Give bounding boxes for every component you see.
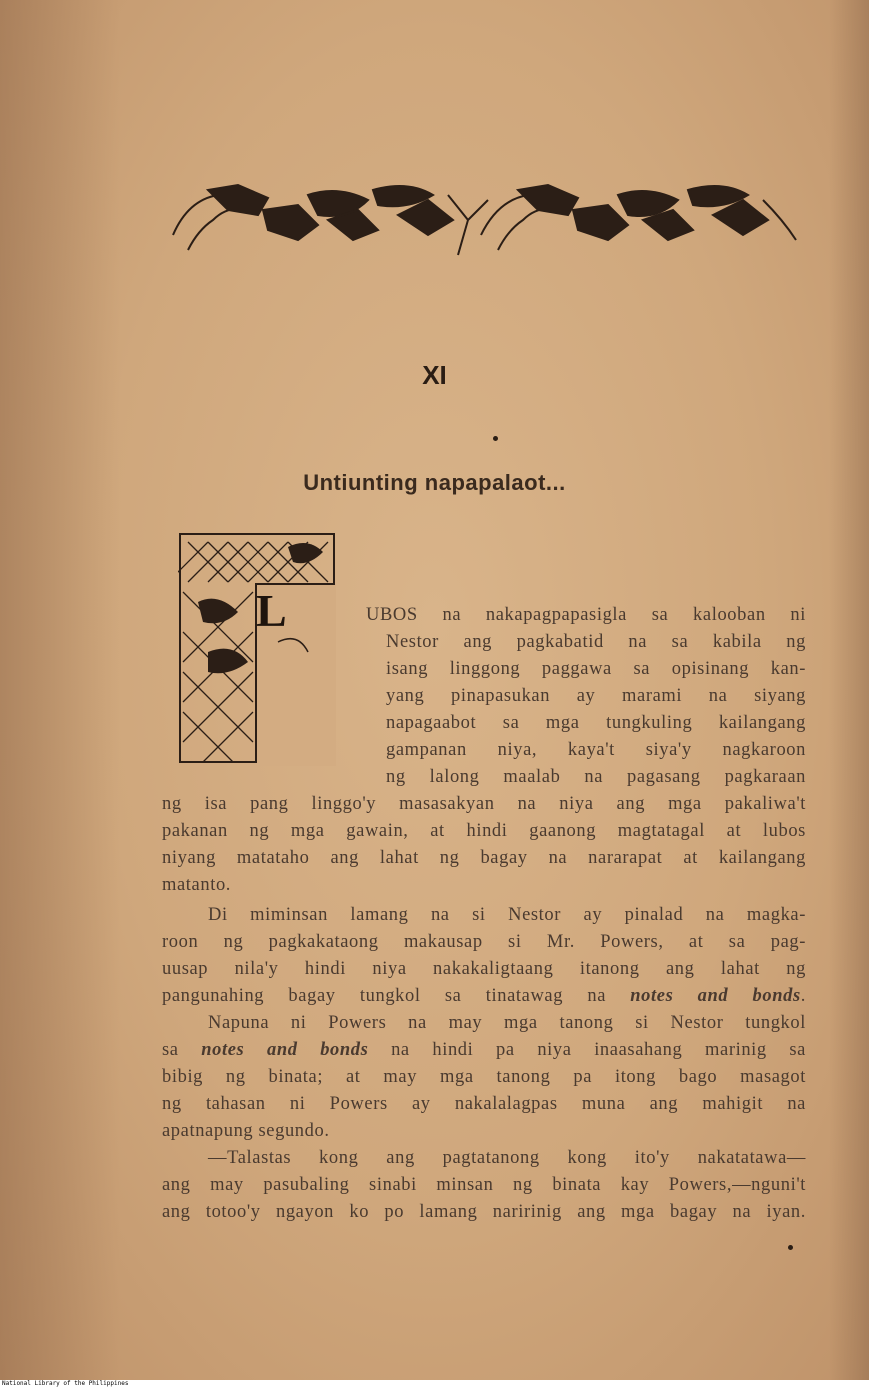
text-line: roon ng pagkakataong makausap si Mr. Powers, at sa pag-	[162, 932, 806, 952]
text-line: ng lalong maalab na pagasang pagkaraan	[386, 767, 806, 787]
text-line: Napuna ni Powers na may mga tanong si Nestor tungkol	[208, 1013, 806, 1033]
text-line: ng tahasan ni Powers ay nakalalagpas muna ang mahigit na	[162, 1094, 806, 1114]
text-line: apatnapung segundo.	[162, 1121, 330, 1141]
paragraph-2	[162, 902, 806, 1226]
text-line: matanto.	[162, 875, 232, 895]
chapter-title: Untiunting napapalaot...	[303, 470, 566, 495]
text-line	[162, 983, 806, 1010]
library-credit: National Library of the Philippines	[0, 1380, 869, 1388]
drop-cap-letter: L	[256, 585, 287, 636]
text-fragment: pangunahing bagay tungkol sa tinatawag na	[162, 986, 631, 1006]
text-line: ang may pasubaling sinabi minsan ng binata kay Powers,—nguni't	[162, 1175, 806, 1195]
decorative-dot	[788, 1245, 793, 1250]
text-line: bibig ng binata; at may mga tanong pa itong bago masagot	[162, 1067, 806, 1087]
text-line: Nestor ang pagkabatid na sa kabila ng	[386, 632, 806, 652]
text-fragment: .	[800, 986, 806, 1006]
text-line: uusap nila'y hindi niya nakakaligtaang itanong ang lahat ng	[162, 959, 806, 979]
decorative-dot	[493, 436, 498, 441]
text-fragment: sa	[162, 1040, 202, 1060]
text-line	[162, 1037, 806, 1064]
emphasis-notes-and-bonds: notes and bonds	[201, 1040, 369, 1060]
emphasis-notes-and-bonds: notes and bonds	[630, 986, 801, 1006]
text-line: napagaabot sa mga tungkuling kailangang	[386, 713, 806, 733]
text-line: —Talastas kong ang pagtatanong kong ito'y nakatatawa—	[208, 1148, 806, 1168]
text-line: gampanan niya, kaya't siya'y nagkaroon	[386, 740, 806, 760]
drop-cap-frame	[178, 532, 336, 766]
paragraph-1-full	[162, 791, 806, 899]
holly-leaf-ornament	[168, 180, 801, 260]
text-line: niyang matataho ang lahat ng bagay na nararapat at kailangang	[162, 848, 806, 868]
text-line: UBOS na nakapagpapasigla sa kalooban ni	[366, 605, 806, 625]
text-line: ang totoo'y ngayon ko po lamang naririnig ang mga bagay na iyan.	[162, 1202, 806, 1222]
text-line: pakanan ng mga gawain, at hindi gaanong magtatagal at lubos	[162, 821, 806, 841]
text-line: ng isa pang linggo'y masasakyan na niya ang mga pakaliwa't	[162, 794, 806, 814]
text-line: isang linggong paggawa sa opisinang kan-	[386, 659, 806, 679]
paragraph-1-wrapped	[366, 602, 806, 791]
chapter-number: XI	[422, 360, 447, 390]
text-line: Di miminsan lamang na si Nestor ay pinalad na magka-	[208, 905, 806, 925]
text-fragment: na hindi pa niya inaasahang marinig sa	[368, 1040, 806, 1060]
text-line: yang pinapasukan ay marami na siyang	[386, 686, 806, 706]
